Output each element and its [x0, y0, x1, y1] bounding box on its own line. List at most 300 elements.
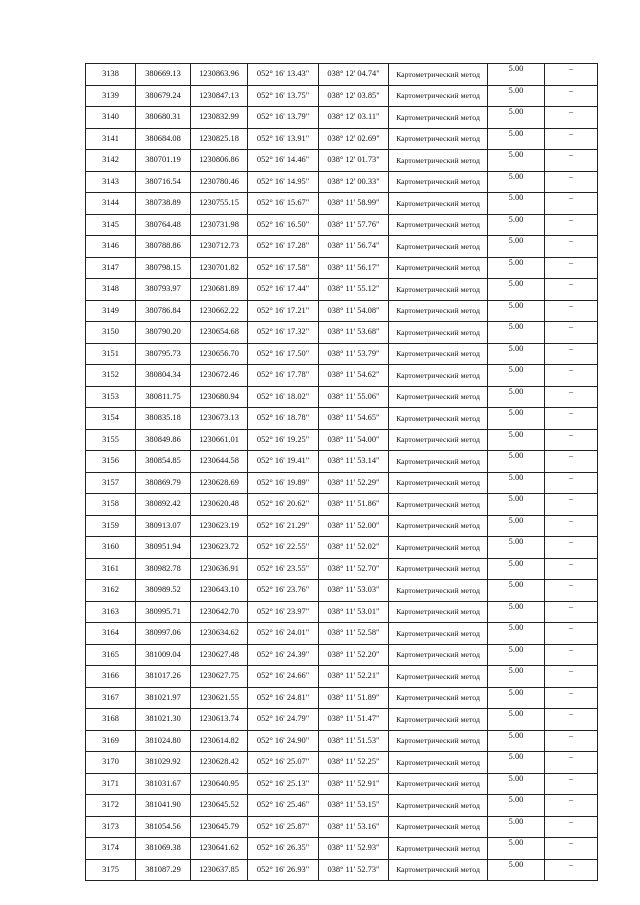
x-coordinate-cell: 380716.54	[136, 171, 191, 193]
accuracy-cell: 5.00	[488, 85, 545, 107]
method-cell: Картометрический метод	[389, 472, 488, 494]
note-cell: –	[545, 859, 598, 881]
method-cell: Картометрический метод	[389, 709, 488, 731]
y-coordinate-cell: 1230627.75	[191, 666, 248, 688]
accuracy-cell: 5.00	[488, 150, 545, 172]
table-row	[86, 257, 598, 279]
point-number-cell: 3156	[86, 451, 136, 473]
latitude-cell: 052° 16' 17.44"	[248, 279, 319, 301]
longitude-cell: 038° 11' 51.86"	[319, 494, 389, 516]
table-row	[86, 816, 598, 838]
accuracy-cell: 5.00	[488, 343, 545, 365]
note-cell: –	[545, 150, 598, 172]
x-coordinate-cell: 381021.97	[136, 687, 191, 709]
y-coordinate-cell: 1230661.01	[191, 429, 248, 451]
note-cell: –	[545, 300, 598, 322]
method-cell: Картометрический метод	[389, 214, 488, 236]
table-body	[86, 64, 598, 881]
point-number-cell: 3145	[86, 214, 136, 236]
table-row	[86, 666, 598, 688]
x-coordinate-cell: 380795.73	[136, 343, 191, 365]
method-cell: Картометрический метод	[389, 666, 488, 688]
table-row	[86, 795, 598, 817]
accuracy-cell: 5.00	[488, 472, 545, 494]
method-cell: Картометрический метод	[389, 408, 488, 430]
note-cell: –	[545, 558, 598, 580]
point-number-cell: 3154	[86, 408, 136, 430]
longitude-cell: 038° 11' 53.14"	[319, 451, 389, 473]
x-coordinate-cell: 380790.20	[136, 322, 191, 344]
method-cell: Картометрический метод	[389, 558, 488, 580]
coordinates-table	[85, 63, 598, 881]
longitude-cell: 038° 11' 52.73"	[319, 859, 389, 881]
x-coordinate-cell: 380788.86	[136, 236, 191, 258]
latitude-cell: 052° 16' 24.79"	[248, 709, 319, 731]
latitude-cell: 052° 16' 17.78"	[248, 365, 319, 387]
y-coordinate-cell: 1230621.55	[191, 687, 248, 709]
x-coordinate-cell: 381069.38	[136, 838, 191, 860]
table-row	[86, 859, 598, 881]
point-number-cell: 3160	[86, 537, 136, 559]
accuracy-cell: 5.00	[488, 386, 545, 408]
method-cell: Картометрический метод	[389, 193, 488, 215]
x-coordinate-cell: 380982.78	[136, 558, 191, 580]
point-number-cell: 3152	[86, 365, 136, 387]
x-coordinate-cell: 380701.19	[136, 150, 191, 172]
point-number-cell: 3138	[86, 64, 136, 86]
latitude-cell: 052° 16' 17.28"	[248, 236, 319, 258]
y-coordinate-cell: 1230806.86	[191, 150, 248, 172]
accuracy-cell: 5.00	[488, 601, 545, 623]
y-coordinate-cell: 1230654.68	[191, 322, 248, 344]
method-cell: Картометрический метод	[389, 816, 488, 838]
longitude-cell: 038° 11' 55.12"	[319, 279, 389, 301]
note-cell: –	[545, 236, 598, 258]
latitude-cell: 052° 16' 17.58"	[248, 257, 319, 279]
note-cell: –	[545, 365, 598, 387]
point-number-cell: 3155	[86, 429, 136, 451]
longitude-cell: 038° 11' 52.02"	[319, 537, 389, 559]
y-coordinate-cell: 1230863.96	[191, 64, 248, 86]
accuracy-cell: 5.00	[488, 451, 545, 473]
latitude-cell: 052° 16' 14.95"	[248, 171, 319, 193]
note-cell: –	[545, 193, 598, 215]
table-row	[86, 300, 598, 322]
latitude-cell: 052° 16' 17.32"	[248, 322, 319, 344]
method-cell: Картометрический метод	[389, 107, 488, 129]
note-cell: –	[545, 752, 598, 774]
table-row	[86, 838, 598, 860]
accuracy-cell: 5.00	[488, 816, 545, 838]
note-cell: –	[545, 257, 598, 279]
longitude-cell: 038° 11' 53.01"	[319, 601, 389, 623]
y-coordinate-cell: 1230628.42	[191, 752, 248, 774]
x-coordinate-cell: 380684.08	[136, 128, 191, 150]
y-coordinate-cell: 1230656.70	[191, 343, 248, 365]
x-coordinate-cell: 380679.24	[136, 85, 191, 107]
method-cell: Картометрический метод	[389, 644, 488, 666]
y-coordinate-cell: 1230634.62	[191, 623, 248, 645]
latitude-cell: 052° 16' 18.78"	[248, 408, 319, 430]
y-coordinate-cell: 1230628.69	[191, 472, 248, 494]
point-number-cell: 3173	[86, 816, 136, 838]
y-coordinate-cell: 1230701.82	[191, 257, 248, 279]
method-cell: Картометрический метод	[389, 365, 488, 387]
y-coordinate-cell: 1230613.74	[191, 709, 248, 731]
point-number-cell: 3142	[86, 150, 136, 172]
x-coordinate-cell: 380738.89	[136, 193, 191, 215]
longitude-cell: 038° 11' 52.29"	[319, 472, 389, 494]
latitude-cell: 052° 16' 23.76"	[248, 580, 319, 602]
longitude-cell: 038° 11' 54.62"	[319, 365, 389, 387]
table-row	[86, 429, 598, 451]
point-number-cell: 3153	[86, 386, 136, 408]
point-number-cell: 3169	[86, 730, 136, 752]
x-coordinate-cell: 380793.97	[136, 279, 191, 301]
longitude-cell: 038° 11' 53.15"	[319, 795, 389, 817]
table-row	[86, 601, 598, 623]
method-cell: Картометрический метод	[389, 236, 488, 258]
latitude-cell: 052° 16' 21.29"	[248, 515, 319, 537]
longitude-cell: 038° 11' 56.74"	[319, 236, 389, 258]
accuracy-cell: 5.00	[488, 236, 545, 258]
latitude-cell: 052° 16' 24.90"	[248, 730, 319, 752]
x-coordinate-cell: 380997.06	[136, 623, 191, 645]
y-coordinate-cell: 1230672.46	[191, 365, 248, 387]
x-coordinate-cell: 381017.26	[136, 666, 191, 688]
point-number-cell: 3150	[86, 322, 136, 344]
latitude-cell: 052° 16' 20.62"	[248, 494, 319, 516]
latitude-cell: 052° 16' 25.13"	[248, 773, 319, 795]
accuracy-cell: 5.00	[488, 687, 545, 709]
method-cell: Картометрический метод	[389, 730, 488, 752]
longitude-cell: 038° 11' 53.03"	[319, 580, 389, 602]
point-number-cell: 3146	[86, 236, 136, 258]
note-cell: –	[545, 343, 598, 365]
accuracy-cell: 5.00	[488, 193, 545, 215]
accuracy-cell: 5.00	[488, 64, 545, 86]
accuracy-cell: 5.00	[488, 859, 545, 881]
method-cell: Картометрический метод	[389, 451, 488, 473]
longitude-cell: 038° 11' 51.47"	[319, 709, 389, 731]
note-cell: –	[545, 472, 598, 494]
note-cell: –	[545, 64, 598, 86]
note-cell: –	[545, 279, 598, 301]
point-number-cell: 3170	[86, 752, 136, 774]
accuracy-cell: 5.00	[488, 730, 545, 752]
y-coordinate-cell: 1230645.79	[191, 816, 248, 838]
note-cell: –	[545, 494, 598, 516]
y-coordinate-cell: 1230645.52	[191, 795, 248, 817]
note-cell: –	[545, 429, 598, 451]
x-coordinate-cell: 380913.07	[136, 515, 191, 537]
accuracy-cell: 5.00	[488, 171, 545, 193]
x-coordinate-cell: 380989.52	[136, 580, 191, 602]
table-row	[86, 494, 598, 516]
latitude-cell: 052° 16' 22.55"	[248, 537, 319, 559]
latitude-cell: 052° 16' 24.66"	[248, 666, 319, 688]
latitude-cell: 052° 16' 19.25"	[248, 429, 319, 451]
longitude-cell: 038° 11' 51.53"	[319, 730, 389, 752]
note-cell: –	[545, 214, 598, 236]
table-row	[86, 451, 598, 473]
note-cell: –	[545, 451, 598, 473]
y-coordinate-cell: 1230712.73	[191, 236, 248, 258]
y-coordinate-cell: 1230614.82	[191, 730, 248, 752]
method-cell: Картометрический метод	[389, 537, 488, 559]
y-coordinate-cell: 1230825.18	[191, 128, 248, 150]
method-cell: Картометрический метод	[389, 257, 488, 279]
latitude-cell: 052° 16' 25.46"	[248, 795, 319, 817]
latitude-cell: 052° 16' 23.55"	[248, 558, 319, 580]
table-row	[86, 515, 598, 537]
note-cell: –	[545, 730, 598, 752]
latitude-cell: 052° 16' 19.41"	[248, 451, 319, 473]
accuracy-cell: 5.00	[488, 515, 545, 537]
point-number-cell: 3141	[86, 128, 136, 150]
table-row	[86, 644, 598, 666]
point-number-cell: 3161	[86, 558, 136, 580]
table-row	[86, 171, 598, 193]
point-number-cell: 3143	[86, 171, 136, 193]
longitude-cell: 038° 11' 55.06"	[319, 386, 389, 408]
note-cell: –	[545, 85, 598, 107]
latitude-cell: 052° 16' 19.89"	[248, 472, 319, 494]
point-number-cell: 3168	[86, 709, 136, 731]
latitude-cell: 052° 16' 25.07"	[248, 752, 319, 774]
note-cell: –	[545, 795, 598, 817]
y-coordinate-cell: 1230780.46	[191, 171, 248, 193]
note-cell: –	[545, 515, 598, 537]
latitude-cell: 052° 16' 26.93"	[248, 859, 319, 881]
latitude-cell: 052° 16' 24.39"	[248, 644, 319, 666]
table-row	[86, 623, 598, 645]
x-coordinate-cell: 381087.29	[136, 859, 191, 881]
note-cell: –	[545, 838, 598, 860]
accuracy-cell: 5.00	[488, 128, 545, 150]
note-cell: –	[545, 687, 598, 709]
x-coordinate-cell: 381029.92	[136, 752, 191, 774]
table-row	[86, 236, 598, 258]
point-number-cell: 3174	[86, 838, 136, 860]
table-row	[86, 773, 598, 795]
latitude-cell: 052° 16' 13.43"	[248, 64, 319, 86]
note-cell: –	[545, 644, 598, 666]
x-coordinate-cell: 380669.13	[136, 64, 191, 86]
longitude-cell: 038° 11' 52.00"	[319, 515, 389, 537]
table-row	[86, 64, 598, 86]
latitude-cell: 052° 16' 13.79"	[248, 107, 319, 129]
latitude-cell: 052° 16' 14.46"	[248, 150, 319, 172]
method-cell: Картометрический метод	[389, 171, 488, 193]
longitude-cell: 038° 12' 04.74"	[319, 64, 389, 86]
table-row	[86, 537, 598, 559]
table-row	[86, 279, 598, 301]
table-row	[86, 752, 598, 774]
note-cell: –	[545, 128, 598, 150]
note-cell: –	[545, 816, 598, 838]
method-cell: Картометрический метод	[389, 279, 488, 301]
longitude-cell: 038° 11' 53.68"	[319, 322, 389, 344]
accuracy-cell: 5.00	[488, 365, 545, 387]
x-coordinate-cell: 380951.94	[136, 537, 191, 559]
table-row	[86, 150, 598, 172]
table-row	[86, 558, 598, 580]
longitude-cell: 038° 11' 54.00"	[319, 429, 389, 451]
accuracy-cell: 5.00	[488, 623, 545, 645]
latitude-cell: 052° 16' 17.50"	[248, 343, 319, 365]
longitude-cell: 038° 11' 52.70"	[319, 558, 389, 580]
method-cell: Картометрический метод	[389, 795, 488, 817]
y-coordinate-cell: 1230636.91	[191, 558, 248, 580]
table-row	[86, 128, 598, 150]
point-number-cell: 3149	[86, 300, 136, 322]
method-cell: Картометрический метод	[389, 859, 488, 881]
point-number-cell: 3165	[86, 644, 136, 666]
point-number-cell: 3140	[86, 107, 136, 129]
x-coordinate-cell: 380798.15	[136, 257, 191, 279]
method-cell: Картометрический метод	[389, 322, 488, 344]
method-cell: Картометрический метод	[389, 623, 488, 645]
note-cell: –	[545, 322, 598, 344]
y-coordinate-cell: 1230643.10	[191, 580, 248, 602]
table-row	[86, 386, 598, 408]
table-row	[86, 580, 598, 602]
latitude-cell: 052° 16' 15.67"	[248, 193, 319, 215]
x-coordinate-cell: 381009.04	[136, 644, 191, 666]
x-coordinate-cell: 380835.18	[136, 408, 191, 430]
method-cell: Картометрический метод	[389, 343, 488, 365]
note-cell: –	[545, 537, 598, 559]
note-cell: –	[545, 580, 598, 602]
method-cell: Картометрический метод	[389, 601, 488, 623]
longitude-cell: 038° 12' 00.33"	[319, 171, 389, 193]
y-coordinate-cell: 1230637.85	[191, 859, 248, 881]
table-row	[86, 107, 598, 129]
point-number-cell: 3166	[86, 666, 136, 688]
accuracy-cell: 5.00	[488, 107, 545, 129]
longitude-cell: 038° 12' 03.85"	[319, 85, 389, 107]
y-coordinate-cell: 1230640.95	[191, 773, 248, 795]
latitude-cell: 052° 16' 24.01"	[248, 623, 319, 645]
method-cell: Картометрический метод	[389, 773, 488, 795]
accuracy-cell: 5.00	[488, 214, 545, 236]
note-cell: –	[545, 408, 598, 430]
y-coordinate-cell: 1230755.15	[191, 193, 248, 215]
longitude-cell: 038° 11' 52.21"	[319, 666, 389, 688]
accuracy-cell: 5.00	[488, 838, 545, 860]
x-coordinate-cell: 381031.67	[136, 773, 191, 795]
longitude-cell: 038° 11' 52.25"	[319, 752, 389, 774]
y-coordinate-cell: 1230731.98	[191, 214, 248, 236]
accuracy-cell: 5.00	[488, 773, 545, 795]
x-coordinate-cell: 380811.75	[136, 386, 191, 408]
accuracy-cell: 5.00	[488, 537, 545, 559]
x-coordinate-cell: 381054.56	[136, 816, 191, 838]
latitude-cell: 052° 16' 26.35"	[248, 838, 319, 860]
accuracy-cell: 5.00	[488, 644, 545, 666]
y-coordinate-cell: 1230680.94	[191, 386, 248, 408]
y-coordinate-cell: 1230623.72	[191, 537, 248, 559]
x-coordinate-cell: 380764.48	[136, 214, 191, 236]
method-cell: Картометрический метод	[389, 64, 488, 86]
method-cell: Картометрический метод	[389, 128, 488, 150]
accuracy-cell: 5.00	[488, 279, 545, 301]
longitude-cell: 038° 11' 53.79"	[319, 343, 389, 365]
point-number-cell: 3163	[86, 601, 136, 623]
x-coordinate-cell: 381041.90	[136, 795, 191, 817]
longitude-cell: 038° 11' 51.89"	[319, 687, 389, 709]
note-cell: –	[545, 709, 598, 731]
note-cell: –	[545, 601, 598, 623]
table-row	[86, 85, 598, 107]
x-coordinate-cell: 380804.34	[136, 365, 191, 387]
y-coordinate-cell: 1230847.13	[191, 85, 248, 107]
y-coordinate-cell: 1230681.89	[191, 279, 248, 301]
accuracy-cell: 5.00	[488, 322, 545, 344]
accuracy-cell: 5.00	[488, 257, 545, 279]
table-row	[86, 214, 598, 236]
longitude-cell: 038° 11' 54.65"	[319, 408, 389, 430]
latitude-cell: 052° 16' 25.87"	[248, 816, 319, 838]
x-coordinate-cell: 380995.71	[136, 601, 191, 623]
table-row	[86, 343, 598, 365]
x-coordinate-cell: 380786.84	[136, 300, 191, 322]
method-cell: Картометрический метод	[389, 752, 488, 774]
x-coordinate-cell: 380869.79	[136, 472, 191, 494]
point-number-cell: 3144	[86, 193, 136, 215]
table-row	[86, 193, 598, 215]
method-cell: Картометрический метод	[389, 494, 488, 516]
point-number-cell: 3164	[86, 623, 136, 645]
y-coordinate-cell: 1230832.99	[191, 107, 248, 129]
accuracy-cell: 5.00	[488, 408, 545, 430]
accuracy-cell: 5.00	[488, 666, 545, 688]
point-number-cell: 3147	[86, 257, 136, 279]
y-coordinate-cell: 1230620.48	[191, 494, 248, 516]
point-number-cell: 3172	[86, 795, 136, 817]
latitude-cell: 052° 16' 24.81"	[248, 687, 319, 709]
accuracy-cell: 5.00	[488, 429, 545, 451]
method-cell: Картометрический метод	[389, 687, 488, 709]
method-cell: Картометрический метод	[389, 150, 488, 172]
x-coordinate-cell: 380680.31	[136, 107, 191, 129]
longitude-cell: 038° 11' 57.76"	[319, 214, 389, 236]
method-cell: Картометрический метод	[389, 580, 488, 602]
accuracy-cell: 5.00	[488, 558, 545, 580]
point-number-cell: 3148	[86, 279, 136, 301]
note-cell: –	[545, 386, 598, 408]
longitude-cell: 038° 11' 52.93"	[319, 838, 389, 860]
y-coordinate-cell: 1230623.19	[191, 515, 248, 537]
longitude-cell: 038° 11' 53.16"	[319, 816, 389, 838]
accuracy-cell: 5.00	[488, 795, 545, 817]
table-row	[86, 322, 598, 344]
longitude-cell: 038° 11' 52.58"	[319, 623, 389, 645]
note-cell: –	[545, 107, 598, 129]
method-cell: Картометрический метод	[389, 300, 488, 322]
note-cell: –	[545, 171, 598, 193]
latitude-cell: 052° 16' 18.02"	[248, 386, 319, 408]
x-coordinate-cell: 380892.42	[136, 494, 191, 516]
table-row	[86, 472, 598, 494]
table-row	[86, 365, 598, 387]
x-coordinate-cell: 380854.85	[136, 451, 191, 473]
accuracy-cell: 5.00	[488, 709, 545, 731]
latitude-cell: 052° 16' 13.75"	[248, 85, 319, 107]
latitude-cell: 052° 16' 17.21"	[248, 300, 319, 322]
point-number-cell: 3175	[86, 859, 136, 881]
